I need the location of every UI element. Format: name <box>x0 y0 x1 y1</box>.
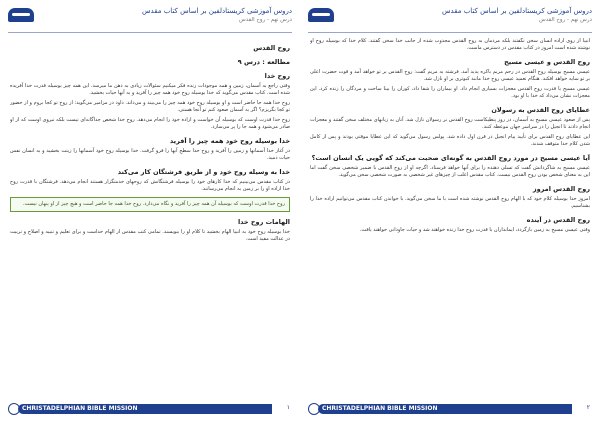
footer-banner: CHRISTADELPHIAN BIBLE MISSION <box>18 404 272 414</box>
footer-banner: CHRISTADELPHIAN BIBLE MISSION <box>318 404 572 414</box>
header-title: دروس آموزشی کریستادلفین بر اساس کتاب مقدس <box>141 7 292 15</box>
section-heading: روح القدس در آینده <box>526 216 590 224</box>
section-heading: خدا بوسیله روح خود همه چیز را آفرید <box>169 137 290 145</box>
section-heading: روح القدس و عیسی مسیح <box>504 58 590 66</box>
mission-logo-icon <box>308 8 334 22</box>
header-subtitle: درس نهم - روح القدس <box>539 17 592 23</box>
summary-box: روح خدا قدرت اوست که بوسیله آن همه چیز را آفرید و نگاه می‌دارد. روح خدا همه جا حاضر است و هیچ چیز از او پنهان نیست. <box>10 197 290 212</box>
paragraph: امروز خدا بوسیله کلام خود که با الهام روح القدس نوشته شده است با ما سخن می‌گوید. با خواندن کتاب مقدس می‌توانیم اراده خدا را بشناسیم. <box>310 196 590 209</box>
page-right <box>300 0 600 424</box>
page-footer <box>300 402 600 416</box>
section-heading: روح خدا <box>264 72 290 80</box>
section-heading: الهامات روح خدا <box>237 218 290 226</box>
section-heading: مطالعه : درس ۹ <box>237 58 290 66</box>
paragraph: عیسی مسیح به شاگردانش گفت که تسلی دهنده را برای آنها خواهد فرستاد. اگرچه او از روح القدس با ضمیر شخصی سخن گفت اما این به معنای شخص بودن روح القدس نیست. کتاب مقدس اغلب از چیزهای غیر شخصی به صورت شخصی سخن می‌گوید. <box>310 165 590 178</box>
page-header <box>8 6 292 33</box>
header-subtitle: درس نهم - روح القدس <box>239 17 292 23</box>
paragraph: روح خدا قدرت اوست که بوسیله آن خواست و اراده خود را انجام می‌دهد. روح خدا شخص جداگانه‌ای نیست بلکه نیروی اوست که از او صادر می‌شود و همه جا را پر می‌سازد. <box>10 117 290 130</box>
paragraph: پس از صعود عیسی مسیح به آسمان، در روز پنطیکاست روح القدس بر رسولان نازل شد. آنان به زبانهای مختلف سخن گفتند و معجزات انجام دادند تا انجیل را در سراسر جهان موعظه کنند. <box>310 117 590 130</box>
paragraph: عیسی مسیح بوسیله روح القدس در رحم مریم باکره پدید آمد. فرشته به مریم گفت: روح القدس بر تو خواهد آمد و قوت حضرت اعلی بر تو سایه خواهد افکند. هنگام تعمید عیسی روح خدا مانند کبوتری بر او نازل شد. <box>310 69 590 82</box>
paragraph: در آغاز خدا آسمانها و زمین را آفرید و روح خدا سطح آبها را فرو گرفت. خدا بوسیله روح خود آسمانها را زینت بخشید و به انسان نفس حیات دمید. <box>10 148 290 161</box>
mission-logo-icon <box>8 8 34 22</box>
paragraph: وقتی عیسی مسیح به زمین بازگردد، ایمانداران با قدرت روح خدا زنده خواهند شد و حیات جاودانی خواهند یافت. <box>359 227 590 233</box>
section-heading: روح القدس امروز <box>532 185 590 193</box>
header-title: دروس آموزشی کریستادلفین بر اساس کتاب مقدس <box>441 7 592 15</box>
page-body <box>310 38 590 394</box>
paragraph: عیسی مسیح با قدرت روح القدس معجزات بسیاری انجام داد. او بیماران را شفا داد، کوران را بینا ساخت و مردگان را زنده کرد. این معجزات نشان می‌داد که خدا با او بود. <box>310 86 590 99</box>
page-header <box>308 6 592 33</box>
paragraph: وقتی راجع به آسمان، زمین و همه موجودات زنده فکر میکنیم سئوالات زیادی به ذهن ما میرسد. این همه چیز بوسیله قدرت خدا آفریده شده است. کتاب مقدس می‌گوید که خدا بوسیله روح خود همه چیز را آفرید و به آنها حیات بخشید. <box>10 83 290 96</box>
page-number: ۲ <box>586 404 590 411</box>
paragraph: خدا بوسیله روح خود به انبیا الهام بخشید تا کلام او را بنویسند. تمامی کتب مقدس از الهام خداست و برای تعلیم و تنبیه و اصلاح و تربیت در عدالت مفید است. <box>10 229 290 242</box>
paragraph: روح خدا همه جا حاضر است و او بوسیله روح خود همه چیز را می‌بیند و می‌داند. داود در مزامیر می‌گوید: از روح تو کجا بروم و از حضور تو کجا بگریزم؟ اگر به آسمان صعود کنم تو آنجا هستی. <box>10 100 290 113</box>
page-body <box>10 38 290 394</box>
section-heading: آیا عیسی مسیح در مورد روح القدس به گونه‌ای صحبت می‌کند که گویی یک انسان است؟ <box>311 154 590 162</box>
page-number: ۱ <box>286 404 290 411</box>
paragraph: این عطایای روح القدس برای تأیید پیام انجیل در قرن اول داده شد. پولس رسول می‌گوید که این عطایا موقتی بودند و پس از کامل شدن کلام خدا متوقف شدند. <box>310 134 590 147</box>
page-footer <box>0 402 300 416</box>
paragraph: در کتاب مقدس می‌بینیم که خدا کارهای خود را بوسیله فرشتگانش که روحهای خدمتگزار هستند انجام می‌دهد. فرشتگان با قدرت روح خدا اراده او را بر زمین به انجام می‌رسانند. <box>10 179 290 192</box>
paragraph: انبیا از روی اراده انسان سخن نگفتند بلکه مردمان به روح القدس مجذوب شده از جانب خدا سخن گفتند. کلام خدا که بوسیله روح او نوشته شده است امروز در کتاب مقدس در دسترس ماست. <box>310 38 590 51</box>
section-heading: خدا به وسیله روح خود و از طریق فرشتگان کار می‌کند <box>117 168 290 176</box>
section-heading: روح القدس <box>253 44 290 52</box>
section-heading: عطایای روح القدس به رسولان <box>491 106 590 114</box>
